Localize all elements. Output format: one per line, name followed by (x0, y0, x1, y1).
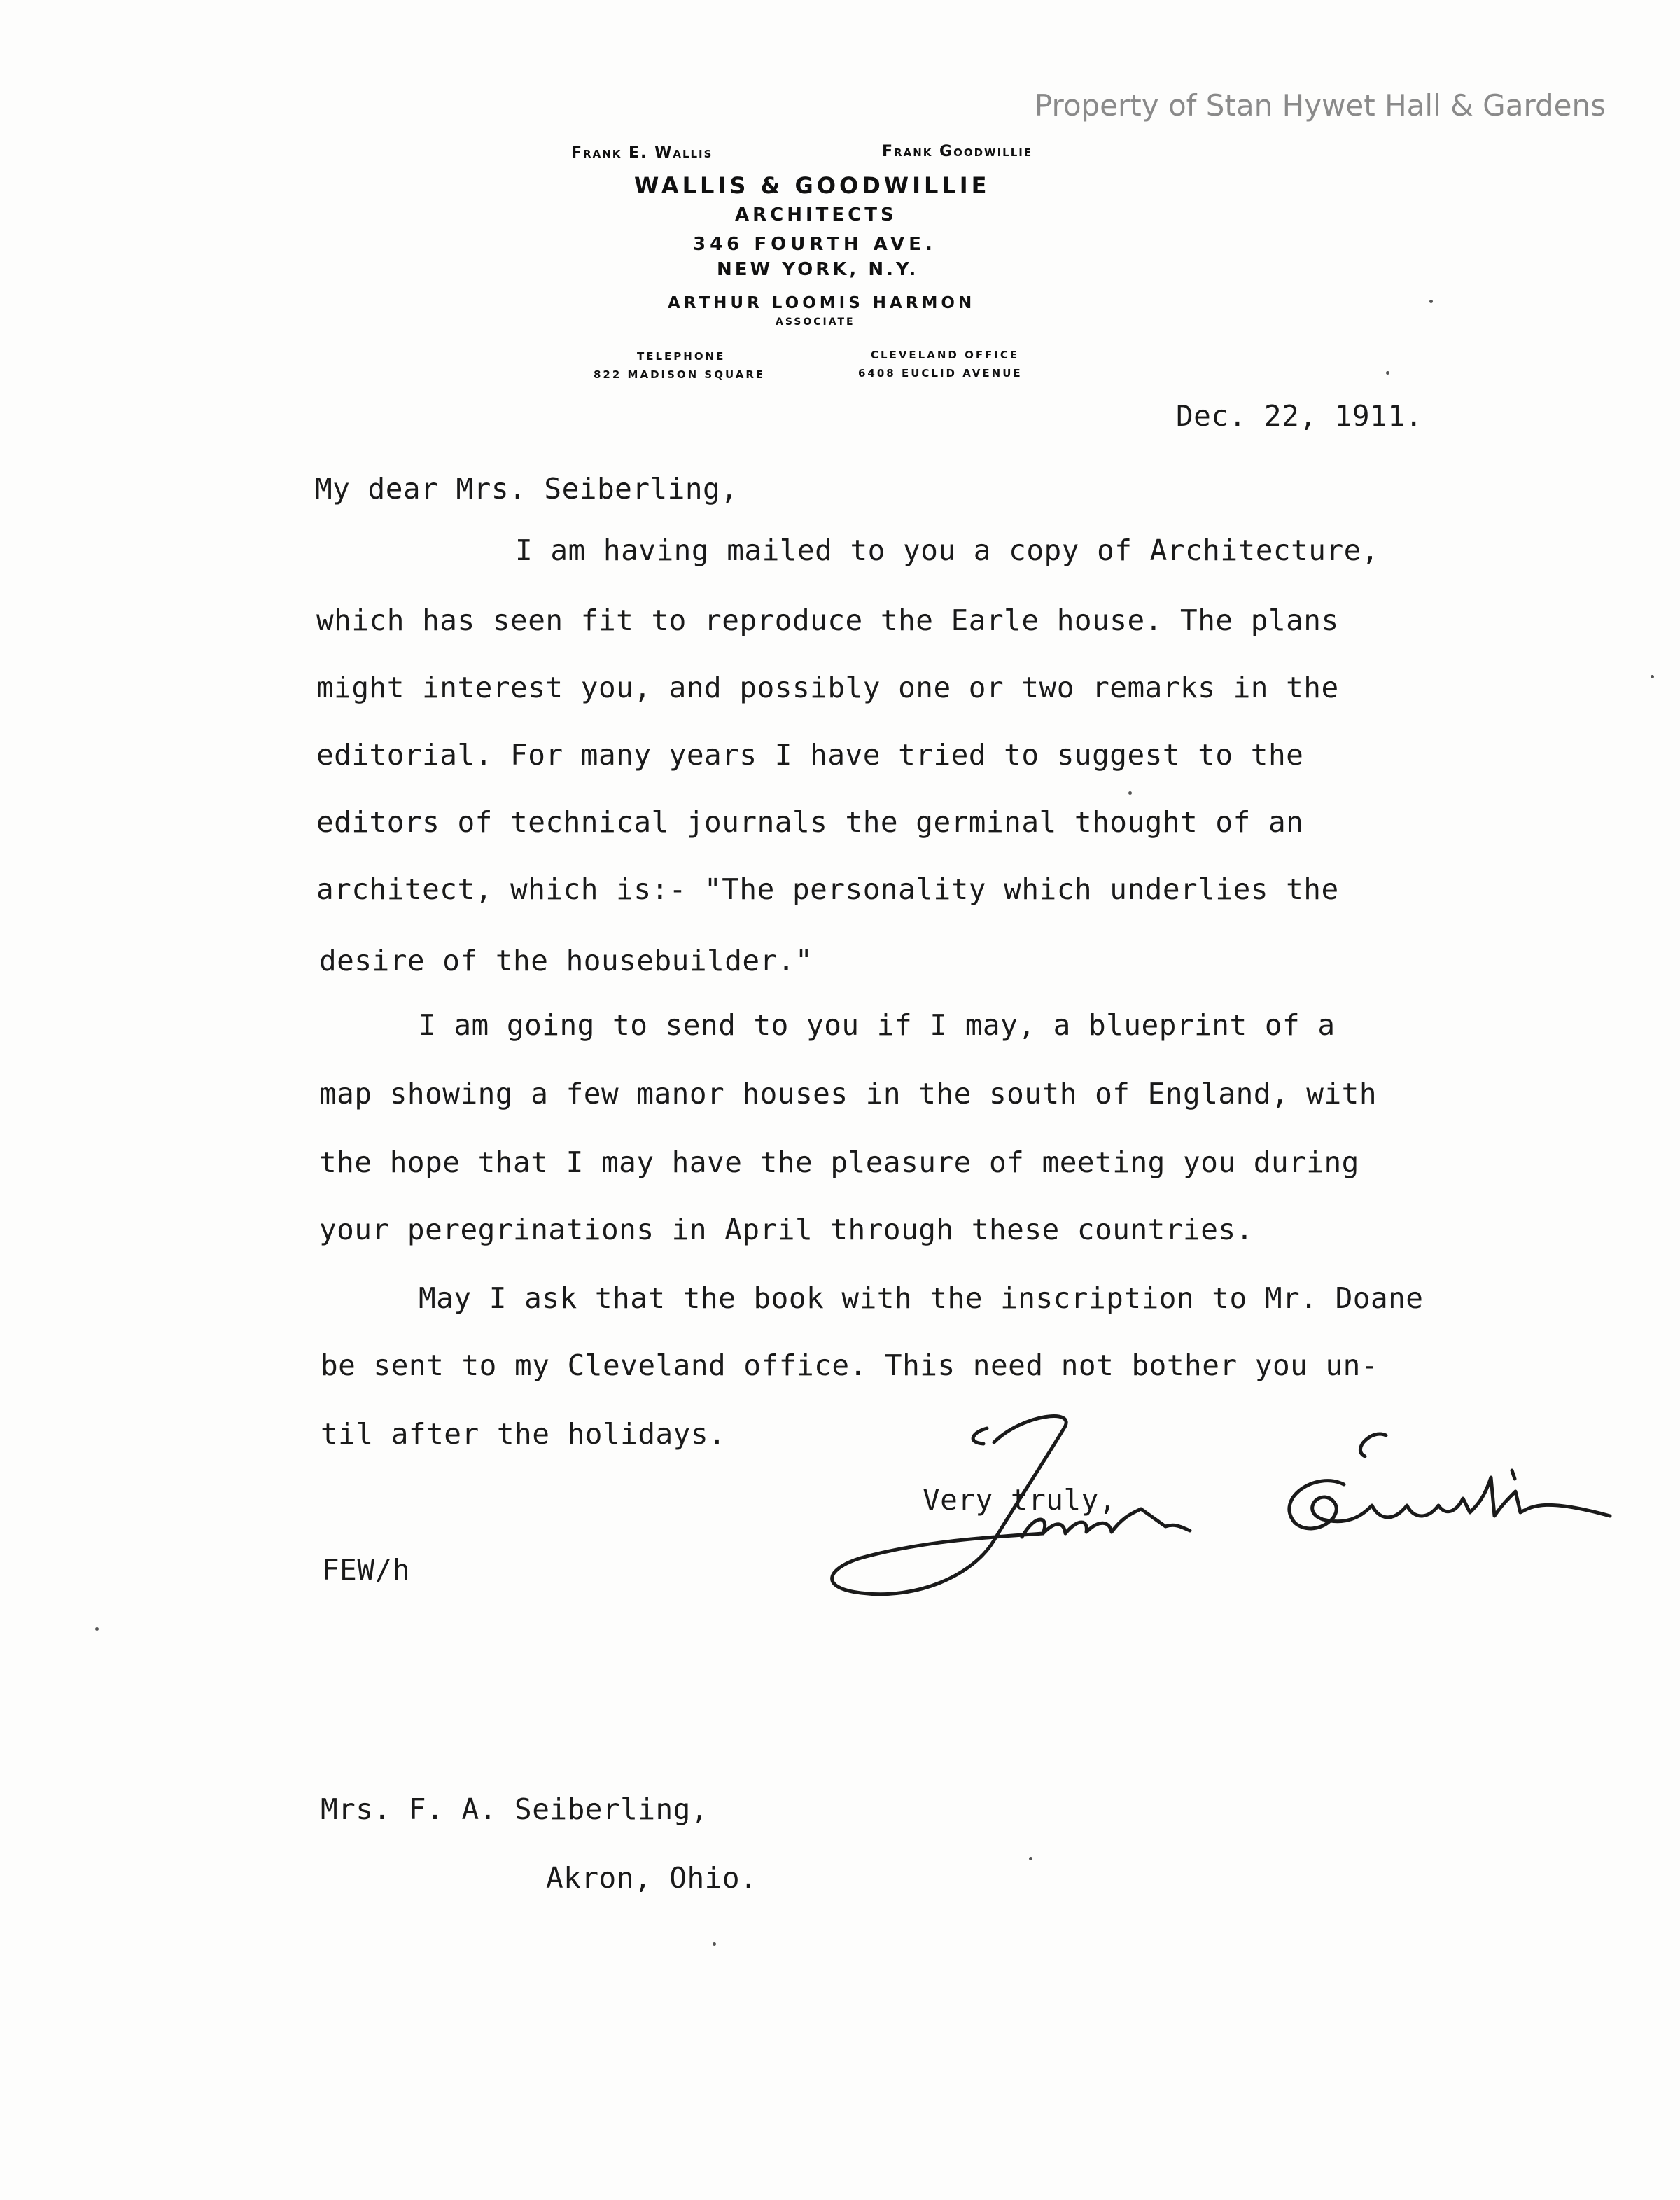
body-line: desire of the housebuilder." (319, 944, 813, 977)
watermark: Property of Stan Hywet Hall & Gardens (1034, 88, 1606, 123)
letterhead-partner-right: Frank Goodwillie (882, 143, 1033, 160)
body-line: I am going to send to you if I may, a blueprint of a (419, 1008, 1336, 1042)
body-line: your peregrinations in April through these countries. (319, 1213, 1254, 1246)
body-line: I am having mailed to you a copy of Architecture, (515, 534, 1380, 567)
paper-speck (95, 1627, 99, 1631)
recipient-city: Akron, Ohio. (546, 1861, 758, 1895)
salutation: My dear Mrs. Seiberling, (315, 472, 738, 506)
paper-speck (1429, 300, 1433, 303)
typist-initials: FEW/h (322, 1553, 410, 1587)
body-line: be sent to my Cleveland office. This need not bother you un- (321, 1349, 1379, 1382)
paper-speck (1029, 1857, 1032, 1860)
letterhead-telephone-value: 822 MADISON SQUARE (594, 368, 766, 381)
letterhead-city: NEW YORK, N.Y. (717, 259, 919, 280)
letterhead-office-label: CLEVELAND OFFICE (871, 349, 1020, 361)
body-line: editorial. For many years I have tried to suggest to the (316, 738, 1304, 772)
signature-image (812, 1400, 1624, 1610)
body-line: til after the holidays. (321, 1417, 727, 1451)
body-line: the hope that I may have the pleasure of meeting you during (319, 1146, 1359, 1179)
letterhead-associate-name: ARTHUR LOOMIS HARMON (668, 294, 976, 312)
body-line: map showing a few manor houses in the south of England, with (319, 1077, 1378, 1111)
letter-date: Dec. 22, 1911. (1176, 399, 1423, 433)
letterhead-associate-role: ASSOCIATE (776, 316, 855, 328)
letterhead-firm-name: WALLIS & GOODWILLIE (634, 172, 990, 199)
paper-speck (713, 1942, 716, 1946)
letterhead-office-value: 6408 EUCLID AVENUE (858, 367, 1023, 380)
recipient-name: Mrs. F. A. Seiberling, (321, 1792, 709, 1826)
body-line: May I ask that the book with the inscription to Mr. Doane (419, 1281, 1424, 1315)
closing: Very truly, (923, 1483, 1117, 1517)
body-line: editors of technical journals the germinal thought of an (316, 805, 1304, 839)
body-line: might interest you, and possibly one or two remarks in the (316, 671, 1339, 704)
letterhead-partner-left: Frank E. Wallis (571, 144, 713, 162)
letterhead-telephone-label: TELEPHONE (637, 350, 726, 363)
paper-speck (1651, 675, 1654, 678)
letterhead-profession: ARCHITECTS (735, 204, 897, 225)
body-line: which has seen fit to reproduce the Earle house. The plans (316, 604, 1339, 637)
paper-speck (1386, 371, 1390, 375)
paper-speck (1128, 791, 1132, 795)
body-line: architect, which is:- "The personality which underlies the (316, 872, 1339, 906)
letterhead-street: 346 FOURTH AVE. (693, 234, 937, 255)
